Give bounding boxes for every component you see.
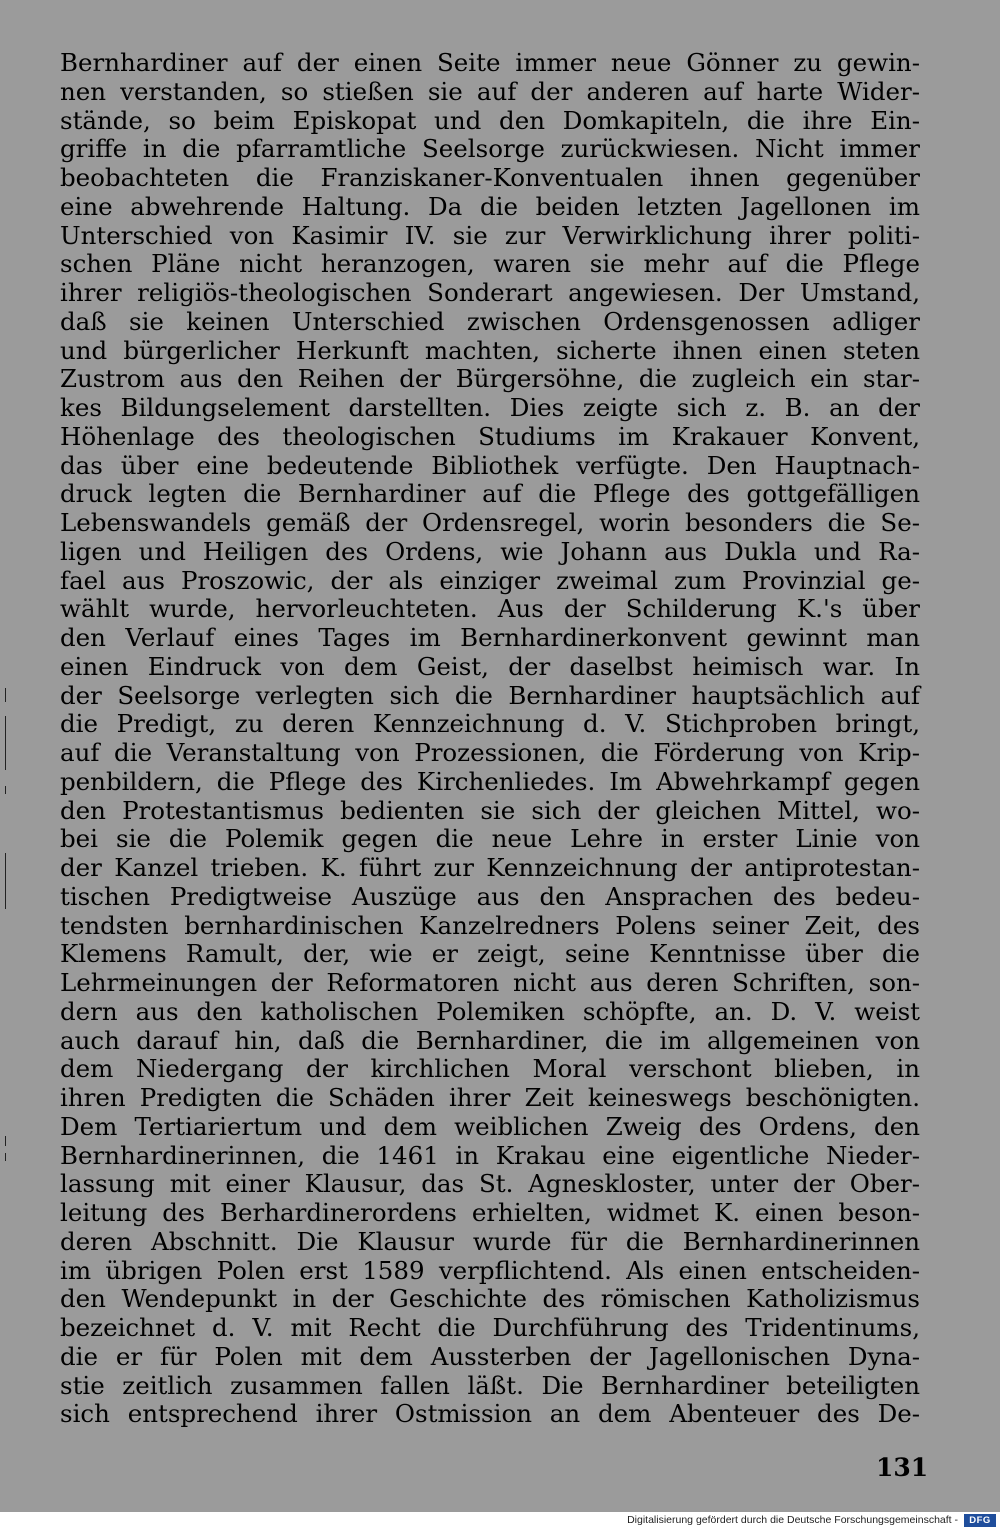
margin-mark — [5, 716, 6, 770]
text-line: eine abwehrende Haltung. Da die beiden letzten Jagellonen im — [60, 191, 920, 221]
text-line: Lehrmeinungen der Reformatoren nicht aus deren Schriften, son- — [60, 968, 920, 997]
text-line: bei sie die Polemik gegen die neue Lehre in erster Linie von — [60, 824, 920, 854]
text-line: das über eine bedeutende Bibliothek verfügte. Den Hauptnach- — [60, 450, 920, 480]
text-line: und bürgerlicher Herkunft machten, sicherte ihnen einen steten — [60, 335, 920, 365]
text-line: wählt wurde, hervorleuchteten. Aus der Schilderung K.'s über — [60, 594, 920, 624]
text-line: griffe in die pfarramtliche Seelsorge zurückwiesen. Nicht immer — [60, 134, 920, 164]
text-line: der Seelsorge verlegten sich die Bernhardiner hauptsächlich auf — [60, 680, 920, 710]
text-line: tischen Predigtweise Auszüge aus den Ansprachen des bedeu- — [60, 881, 920, 911]
text-line: auf die Veranstaltung von Prozessionen, die Förderung von Krip- — [60, 738, 920, 767]
margin-mark — [5, 1136, 6, 1146]
text-line: stie zeitlich zusammen fallen läßt. Die Bernhardiner beteiligten — [60, 1370, 920, 1400]
text-line: einen Eindruck von dem Geist, der daselbst heimisch war. In — [60, 651, 920, 681]
margin-mark — [5, 1153, 6, 1161]
text-line: den Wendepunkt in der Geschichte des römischen Katholizismus — [60, 1284, 920, 1314]
text-line: schen Pläne nicht heranzogen, waren sie mehr auf die Pflege — [60, 249, 920, 279]
margin-mark — [5, 786, 6, 794]
text-line: ihrer religiös-theologischen Sonderart angewiesen. Der Umstand, — [60, 278, 920, 307]
text-line: dem Niedergang der kirchlichen Moral verschont blieben, in — [60, 1054, 920, 1084]
text-line: nen verstanden, so stießen sie auf der anderen auf harte Wider- — [60, 76, 920, 106]
text-line: den Verlauf eines Tages im Bernhardinerkonvent gewinnt man — [60, 623, 920, 652]
text-line: tendsten bernhardinischen Kanzelredners Polens seiner Zeit, des — [60, 910, 920, 940]
text-line: auch darauf hin, daß die Bernhardiner, die im allgemeinen von — [60, 1025, 920, 1055]
text-line: Zustrom aus den Reihen der Bürgersöhne, die zugleich ein star- — [60, 364, 920, 394]
text-line: Klemens Ramult, der, wie er zeigt, seine Kenntnisse über die — [60, 939, 920, 969]
text-line: kes Bildungselement darstellten. Dies zeigte sich z. B. an der — [60, 393, 920, 422]
text-line: ligen und Heiligen des Ordens, wie Johann aus Dukla und Ra- — [60, 536, 920, 566]
dfg-logo: DFG — [964, 1514, 996, 1527]
footer-credit: Digitalisierung gefördert durch die Deutsche Forschungsgemeinschaft - — [627, 1514, 958, 1526]
text-line: der Kanzel trieben. K. führt zur Kennzeichnung der antiprotestan- — [60, 853, 920, 882]
margin-mark — [5, 853, 6, 909]
text-line: leitung des Berhardinerordens erhielten, widmet K. einen beson- — [60, 1198, 920, 1227]
text-line: deren Abschnitt. Die Klausur wurde für die Bernhardinerinnen — [60, 1226, 920, 1256]
text-line: Lebenswandels gemäß der Ordensregel, worin besonders die Se- — [60, 508, 920, 537]
text-line: dern aus den katholischen Polemiken schöpfte, an. D. V. weist — [60, 996, 920, 1026]
text-line: fael aus Proszowic, der als einziger zweimal zum Provinzial ge- — [60, 565, 920, 595]
text-line: ihren Predigten die Schäden ihrer Zeit keineswegs beschönigten. — [60, 1083, 920, 1112]
body-text — [60, 49, 920, 1429]
text-line: beobachteten die Franziskaner-Konventualen ihnen gegenüber — [60, 163, 920, 192]
text-line: lassung mit einer Klausur, das St. Agneskloster, unter der Ober- — [60, 1169, 920, 1199]
page-number: 131 — [876, 1453, 929, 1482]
text-line: sich entsprechend ihrer Ostmission an dem Abenteuer des De- — [60, 1399, 920, 1429]
text-line: druck legten die Bernhardiner auf die Pflege des gottgefälligen — [60, 479, 920, 509]
text-line: die Predigt, zu deren Kennzeichnung d. V. Stichproben bringt, — [60, 709, 920, 739]
text-line: Bernhardiner auf der einen Seite immer neue Gönner zu gewin- — [60, 48, 920, 77]
digitization-footer — [0, 1512, 1000, 1530]
text-line: Höhenlage des theologischen Studiums im Krakauer Konvent, — [60, 421, 920, 451]
text-line: daß sie keinen Unterschied zwischen Ordensgenossen adliger — [60, 306, 920, 336]
margin-mark — [5, 688, 6, 702]
text-line: Unterschied von Kasimir IV. sie zur Verwirklichung ihrer politi- — [60, 220, 920, 250]
text-line: bezeichnet d. V. mit Recht die Durchführung des Tridentinums, — [60, 1313, 920, 1342]
text-line: Bernhardinerinnen, die 1461 in Krakau eine eigentliche Nieder- — [60, 1140, 920, 1170]
text-line: den Protestantismus bedienten sie sich der gleichen Mittel, wo- — [60, 795, 920, 825]
text-line: im übrigen Polen erst 1589 verpflichtend. Als einen entscheiden- — [60, 1255, 920, 1285]
text-line: penbildern, die Pflege des Kirchenliedes. Im Abwehrkampf gegen — [60, 766, 920, 796]
text-line: stände, so beim Episkopat und den Domkapiteln, die ihre Ein- — [60, 105, 920, 135]
text-line: Dem Tertiariertum und dem weiblichen Zweig des Ordens, den — [60, 1111, 920, 1141]
text-line: die er für Polen mit dem Aussterben der Jagellonischen Dyna- — [60, 1341, 920, 1371]
